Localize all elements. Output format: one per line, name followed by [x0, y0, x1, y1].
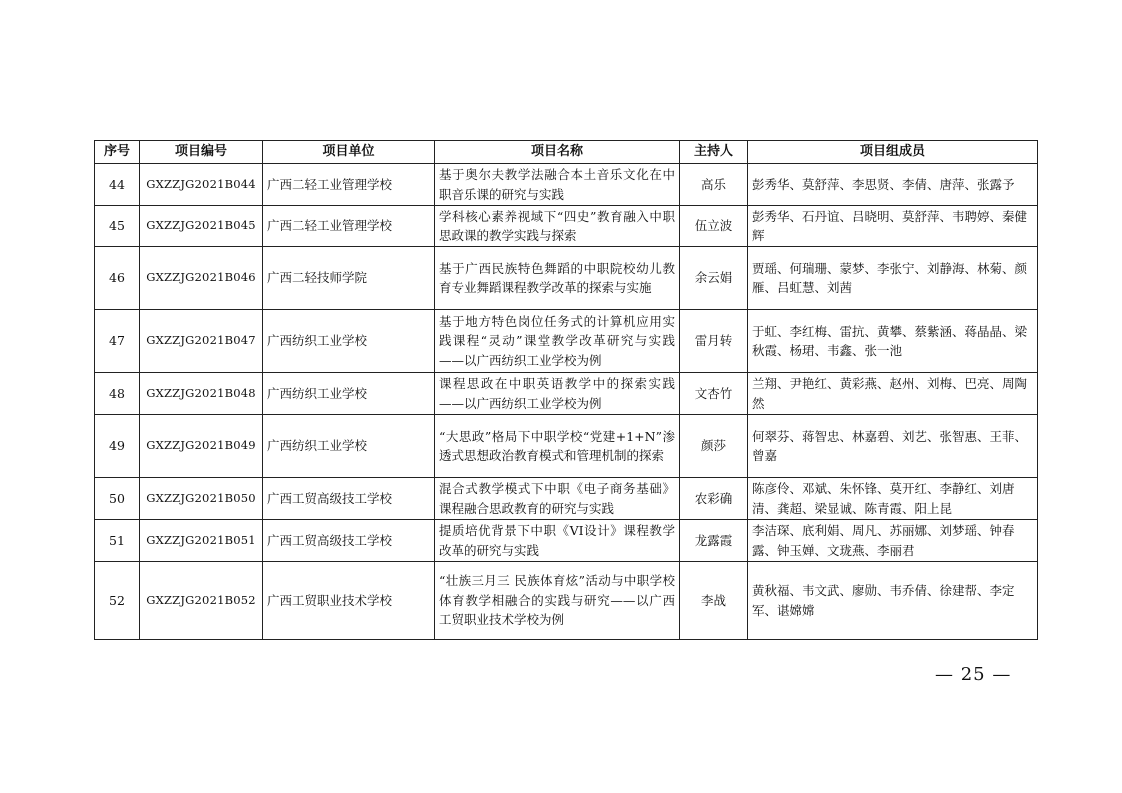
- cell-host: 高乐: [680, 164, 748, 206]
- cell-seq: 47: [95, 310, 140, 373]
- cell-host: 李战: [680, 562, 748, 640]
- page-number: — 25 —: [935, 664, 1012, 685]
- cell-unit: 广西二轻工业管理学校: [263, 164, 435, 206]
- cell-code: GXZZJG2021B052: [140, 562, 263, 640]
- cell-code: GXZZJG2021B048: [140, 373, 263, 415]
- cell-name: 提质培优背景下中职《VI设计》课程教学改革的研究与实践: [435, 520, 680, 562]
- cell-unit: 广西二轻工业管理学校: [263, 206, 435, 247]
- cell-code: GXZZJG2021B051: [140, 520, 263, 562]
- cell-host: 文杏竹: [680, 373, 748, 415]
- cell-code: GXZZJG2021B049: [140, 415, 263, 478]
- table-row: [95, 310, 1038, 373]
- header-code: 项目编号: [140, 141, 263, 164]
- cell-code: GXZZJG2021B045: [140, 206, 263, 247]
- cell-seq: 49: [95, 415, 140, 478]
- table-row: [95, 206, 1038, 247]
- cell-name: “大思政”格局下中职学校“党建+1+N”渗透式思想政治教育模式和管理机制的探索: [435, 415, 680, 478]
- cell-host: 雷月转: [680, 310, 748, 373]
- table-body: [95, 164, 1038, 640]
- cell-name: “壮族三月三 民族体育炫”活动与中职学校体育教学相融合的实践与研究——以广西工贸职业技术学校为例: [435, 562, 680, 640]
- cell-name: 混合式教学模式下中职《电子商务基础》课程融合思政教育的研究与实践: [435, 478, 680, 520]
- cell-name: 基于奥尔夫教学法融合本土音乐文化在中职音乐课的研究与实践: [435, 164, 680, 206]
- cell-code: GXZZJG2021B046: [140, 247, 263, 310]
- cell-host: 颜莎: [680, 415, 748, 478]
- table-row: [95, 247, 1038, 310]
- header-seq: 序号: [95, 141, 140, 164]
- cell-unit: 广西工贸职业技术学校: [263, 562, 435, 640]
- cell-host: 龙露霞: [680, 520, 748, 562]
- header-host: 主持人: [680, 141, 748, 164]
- cell-seq: 50: [95, 478, 140, 520]
- table-row: [95, 478, 1038, 520]
- cell-unit: 广西工贸高级技工学校: [263, 478, 435, 520]
- cell-members: 陈彦伶、邓斌、朱怀锋、莫开红、李静红、刘唐清、龚超、梁显诚、陈青霞、阳上昆: [748, 478, 1038, 520]
- cell-name: 基于广西民族特色舞蹈的中职院校幼儿教育专业舞蹈课程教学改革的探索与实施: [435, 247, 680, 310]
- header-unit: 项目单位: [263, 141, 435, 164]
- cell-unit: 广西二轻技师学院: [263, 247, 435, 310]
- table-row: [95, 415, 1038, 478]
- cell-seq: 48: [95, 373, 140, 415]
- cell-seq: 52: [95, 562, 140, 640]
- cell-code: GXZZJG2021B050: [140, 478, 263, 520]
- cell-members: 彭秀华、莫舒萍、李思贤、李倩、唐萍、张露予: [748, 164, 1038, 206]
- table-row: [95, 373, 1038, 415]
- header-name: 项目名称: [435, 141, 680, 164]
- cell-name: 基于地方特色岗位任务式的计算机应用实践课程“灵动”课堂教学改革研究与实践——以广西纺织工业学校为例: [435, 310, 680, 373]
- cell-unit: 广西纺织工业学校: [263, 415, 435, 478]
- cell-seq: 45: [95, 206, 140, 247]
- header-row: [95, 141, 1038, 164]
- cell-seq: 44: [95, 164, 140, 206]
- header-members: 项目组成员: [748, 141, 1038, 164]
- cell-host: 余云娟: [680, 247, 748, 310]
- cell-members: 何翠芬、蒋智忠、林嘉碧、刘艺、张智惠、王菲、曾嘉: [748, 415, 1038, 478]
- cell-members: 兰翔、尹艳红、黄彩燕、赵州、刘梅、巴亮、周陶然: [748, 373, 1038, 415]
- table-row: [95, 520, 1038, 562]
- cell-host: 伍立波: [680, 206, 748, 247]
- cell-unit: 广西工贸高级技工学校: [263, 520, 435, 562]
- cell-code: GXZZJG2021B044: [140, 164, 263, 206]
- cell-seq: 46: [95, 247, 140, 310]
- table-row: [95, 164, 1038, 206]
- cell-code: GXZZJG2021B047: [140, 310, 263, 373]
- cell-members: 彭秀华、石丹谊、吕晓明、莫舒萍、韦聘婷、秦健辉: [748, 206, 1038, 247]
- cell-members: 于虹、李红梅、雷抗、黄攀、蔡紫涵、蒋晶晶、梁秋霞、杨珺、韦鑫、张一池: [748, 310, 1038, 373]
- cell-members: 黄秋福、韦文武、廖勋、韦乔倩、徐建帮、李定军、谌嫦嫦: [748, 562, 1038, 640]
- table-header: [95, 141, 1038, 164]
- cell-seq: 51: [95, 520, 140, 562]
- cell-members: 贾瑶、何瑞珊、蒙梦、李张宁、刘静海、林菊、颜雁、吕虹慧、刘茜: [748, 247, 1038, 310]
- cell-name: 课程思政在中职英语教学中的探索实践——以广西纺织工业学校为例: [435, 373, 680, 415]
- cell-name: 学科核心素养视域下“四史”教育融入中职思政课的教学实践与探索: [435, 206, 680, 247]
- cell-unit: 广西纺织工业学校: [263, 310, 435, 373]
- cell-unit: 广西纺织工业学校: [263, 373, 435, 415]
- cell-host: 农彩确: [680, 478, 748, 520]
- table-row: [95, 562, 1038, 640]
- cell-members: 李洁琛、底利娟、周凡、苏丽娜、刘梦瑶、钟春露、钟玉婵、文珑燕、李丽君: [748, 520, 1038, 562]
- project-table: [94, 140, 1038, 640]
